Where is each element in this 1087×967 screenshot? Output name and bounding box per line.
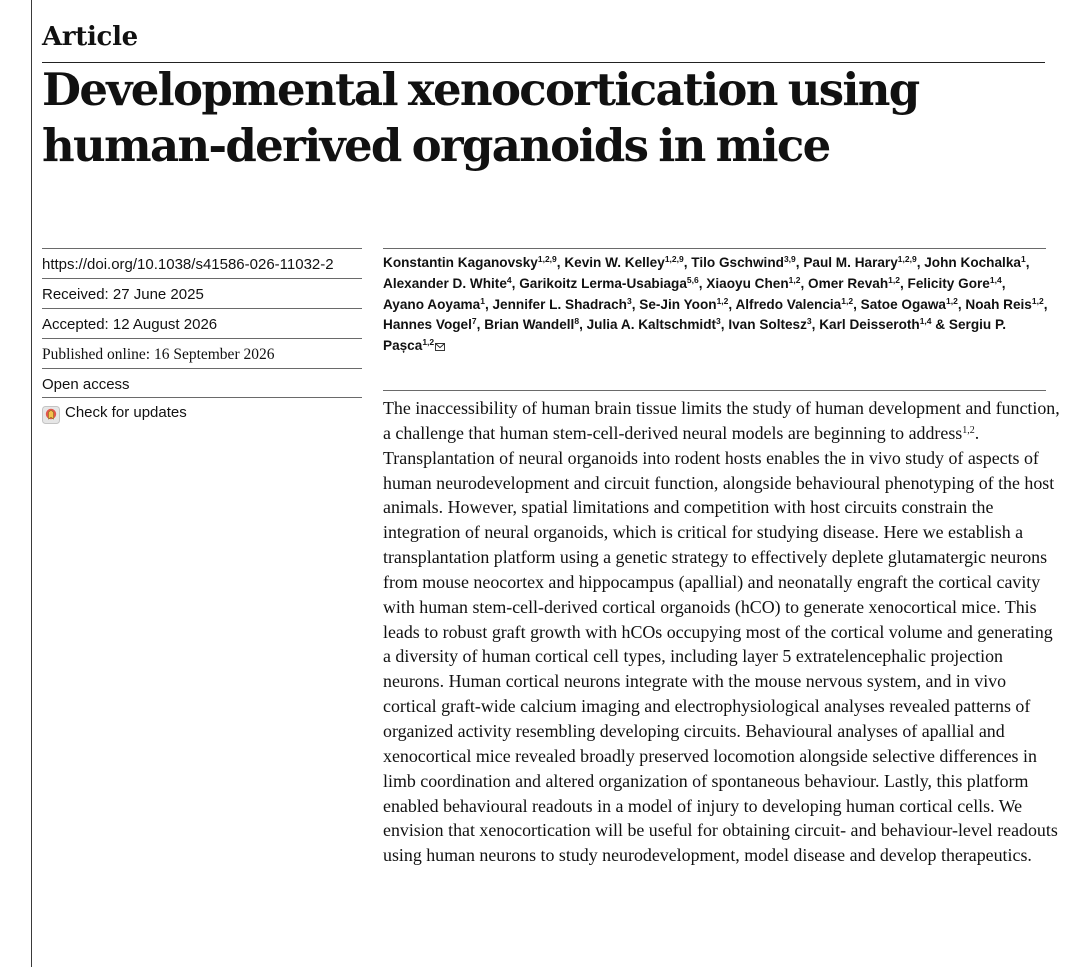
author-name[interactable]: John Kochalka xyxy=(924,255,1021,270)
envelope-icon[interactable] xyxy=(435,343,445,351)
author-affiliation: 1,2 xyxy=(1031,295,1044,306)
author-name[interactable]: Alexander D. White xyxy=(383,275,507,291)
author-entry xyxy=(587,317,721,332)
author-entry xyxy=(924,255,1025,270)
author-entry xyxy=(803,255,916,270)
author-name[interactable]: Paul M. Harary xyxy=(803,255,898,270)
author-entry xyxy=(493,297,632,312)
check-for-updates-button[interactable] xyxy=(42,398,362,428)
author-name[interactable]: Sergiu P. Pașca xyxy=(383,317,1007,354)
author-name[interactable]: Xiaoyu Chen xyxy=(706,275,789,291)
author-affiliation: 1,2,9 xyxy=(897,254,917,264)
authors-divider xyxy=(383,248,1046,249)
author-entry xyxy=(735,297,853,312)
author-affiliation: 5,6 xyxy=(686,274,699,285)
author-name[interactable]: Alfredo Valencia xyxy=(735,296,842,312)
author-entry xyxy=(639,297,728,312)
author-name[interactable]: Omer Revah xyxy=(808,275,889,291)
author-affiliation: 1,4 xyxy=(919,316,932,327)
author-name[interactable]: Konstantin Kaganovsky xyxy=(383,255,538,270)
author-name[interactable]: Jennifer L. Shadrach xyxy=(492,296,627,312)
author-affiliation: 4 xyxy=(506,274,512,285)
author-entry xyxy=(706,276,800,291)
author-name[interactable]: Felicity Gore xyxy=(907,275,990,291)
author-entry xyxy=(819,317,931,332)
abstract-divider xyxy=(383,390,1046,391)
author-entry xyxy=(383,317,477,332)
article-title: Developmental xenocortication using human-derived organoids in mice xyxy=(42,63,919,172)
open-access-label: Open access xyxy=(42,368,362,398)
author-name[interactable]: Satoe Ogawa xyxy=(860,296,946,312)
author-affiliation: 1,2,9 xyxy=(537,254,557,264)
author-entry xyxy=(383,255,557,270)
author-list: Konstantin Kaganovsky$^{1,2,9}$, Kevin W. Kelley$^{1,2,9}$, Tilo Gschwind$^{3,9}$, Paul M. Harary$^{1,2,9}$, John Kochalka$^1$, Alexander D. White$^4$, Garikoitz Lerma-Usabiaga$^{5,6}$, Xiaoyu Chen$^{1,2}$, Omer Revah$^{1,2}$, Felicity Gore$^{1,4}$, Ayano Aoyama$^1$, Jennifer L. Shadrach$^3$, Se-Jin Yoon$^{1,2}$, Alfredo Valencia$^{1,2}$, Satoe Ogawa$^{1,2}$, Noah Reis$^{1,2}$, Hannes Vogel$^7$, Brian Wandell$^8$, Julia A. Kaltschmidt$^3$, Ivan Soltesz$^3$, Karl Deisseroth$^{1,4}$ & Sergiu P. Pașca$^{1,2}$ xyxy=(383,254,1048,354)
author-name[interactable]: Brian Wandell xyxy=(484,317,575,333)
abstract-text-part2: . Transplantation of neural organoids into rodent hosts enables the in vivo study of aspects of human neurodevelopment and circuit function, alongside behavioural phenotyping of the host animals. However, spatial limitations and competition with host circuits constrain the integration of neural organoids, which is critical for studying disease. Here we establish a transplantation platform using a genetic strategy to effectively deplete glutamatergic neurons from mouse neocortex and hippocampus (apallial) and neonatally engraft the cortical cavity with human stem-cell-derived cortical organoids (hCO) to generate xenocortical mice. This leads to robust graft growth with hCOs occupying most of the cortical volume and generating a diversity of human cortical cell types, including layer 5 extratelencephalic projection neurons. Human cortical neurons integrate with the mouse nervous system, and in vivo cortical graft-wide calcium imaging and electrophysiological analyses revealed patterns of organized activity resembling developing circuits. Behavioural analyses of apallial and xenocortical mice revealed broadly preserved locomotion alongside selective differences in limb coordination and altered organization of spontaneous behaviour. Lastly, this platform enabled behavioural readouts in a model of injury to developing human cortical cells. We envision that xenocortication will be useful for obtaining circuit- and behaviour-level readouts using human neurons to study neurodevelopment, model disease and develop therapeutics. xyxy=(383,422,1058,866)
author-entry xyxy=(808,276,900,291)
author-affiliation: 1,2,9 xyxy=(664,254,684,264)
article-type-label: Article xyxy=(42,22,138,52)
author-entry xyxy=(564,255,683,270)
author-name[interactable]: Noah Reis xyxy=(965,296,1032,312)
author-entry xyxy=(908,276,1002,291)
author-affiliation: 1,2 xyxy=(946,295,958,306)
author-affiliation: 1,2 xyxy=(841,295,854,306)
author-name[interactable]: Julia A. Kaltschmidt xyxy=(586,317,717,333)
author-affiliation: 7 xyxy=(471,316,477,327)
author-affiliation: 1,4 xyxy=(989,274,1002,285)
author-affiliation: 8 xyxy=(574,316,580,327)
author-affiliation: 1,2 xyxy=(888,274,900,285)
author-name[interactable]: Se-Jin Yoon xyxy=(639,296,717,312)
author-affiliation: 3 xyxy=(716,316,721,327)
author-affiliation: 3 xyxy=(806,316,812,327)
author-entry xyxy=(519,276,699,291)
author-name[interactable]: Garikoitz Lerma-Usabiaga xyxy=(519,275,687,291)
author-name[interactable]: Ayano Aoyama xyxy=(383,296,481,312)
author-name[interactable]: Tilo Gschwind xyxy=(691,255,784,270)
author-entry xyxy=(861,297,958,312)
author-entry xyxy=(691,255,795,270)
author-affiliation: 1,2 xyxy=(788,274,801,285)
author-affiliation: 1,2 xyxy=(716,295,729,306)
abstract xyxy=(383,396,1063,868)
author-affiliation: 3,9 xyxy=(783,254,796,264)
author-entry xyxy=(965,297,1043,312)
article-metadata xyxy=(42,248,362,428)
author-affiliation: 1,2 xyxy=(422,337,435,348)
author-entry xyxy=(383,276,512,291)
received-date: Received: 27 June 2025 xyxy=(42,278,362,308)
author-name[interactable]: Kevin W. Kelley xyxy=(564,255,665,270)
author-entry xyxy=(484,317,579,332)
author-entry xyxy=(728,317,811,332)
published-date: Published online: 16 September 2026 xyxy=(42,338,362,368)
author-entry xyxy=(383,297,485,312)
check-for-updates-icon xyxy=(42,404,60,422)
abstract-text-part1: The inaccessibility of human brain tissue limits the study of human development and function, a challenge that human stem-cell-derived neural models are beginning to address xyxy=(383,398,1060,443)
check-for-updates-label: Check for updates xyxy=(65,404,187,421)
left-margin-rule xyxy=(31,0,32,967)
author-name[interactable]: Karl Deisseroth xyxy=(819,317,920,333)
abstract-reference[interactable]: 1,2 xyxy=(962,424,975,436)
author-affiliation: 1 xyxy=(480,295,485,306)
doi-link[interactable]: https://doi.org/10.1038/s41586-026-11032-2 xyxy=(42,248,362,278)
author-affiliation: 3 xyxy=(626,295,632,306)
author-affiliation: 1 xyxy=(1020,254,1026,264)
author-name[interactable]: Hannes Vogel xyxy=(383,317,472,333)
accepted-date: Accepted: 12 August 2026 xyxy=(42,308,362,338)
author-name[interactable]: Ivan Soltesz xyxy=(728,317,807,333)
